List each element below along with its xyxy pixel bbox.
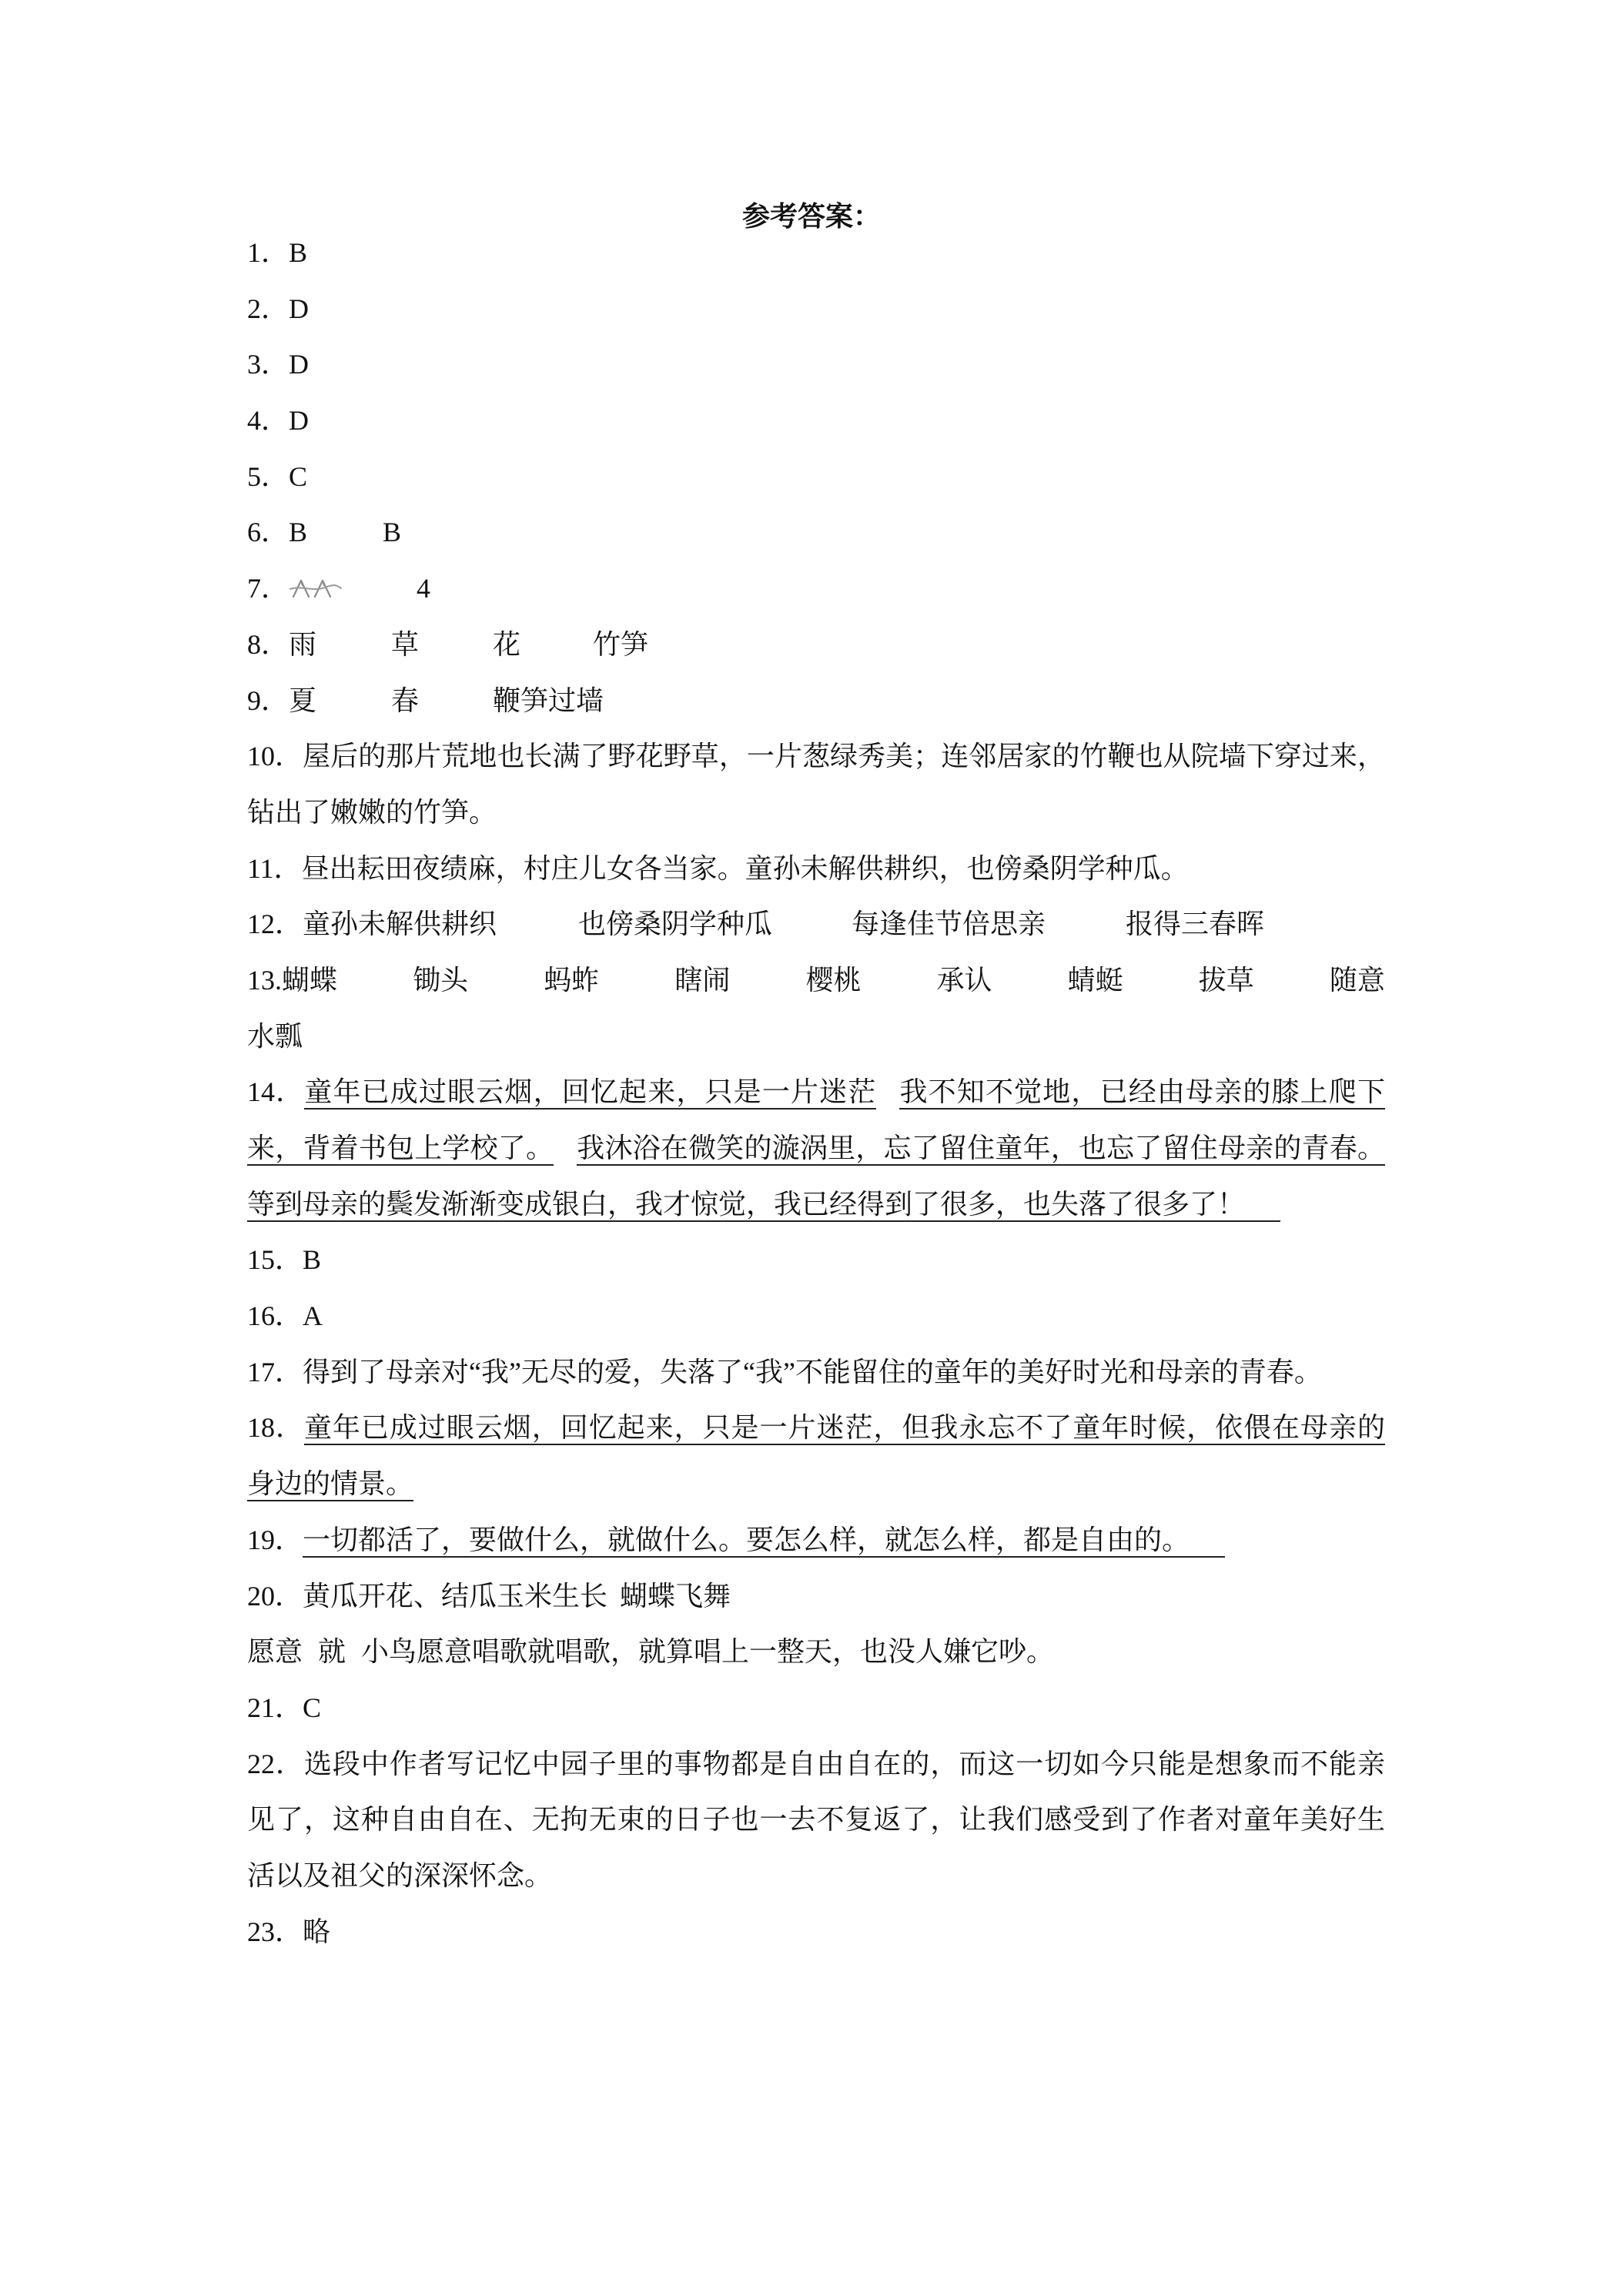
answer-text: 就 [318,1636,346,1668]
answer-text: 水瓢 [247,1020,303,1052]
answer-text: B [289,517,308,548]
answer-text: D [289,405,310,437]
answer-text: 夏 [289,684,317,716]
answer-item-14-continued [247,1120,1385,1176]
answer-item-5 [247,449,1385,505]
answer-text: B [383,517,402,548]
underlined-answer-text: 我不知不觉地，已经由母亲的膝上爬下 [899,1076,1385,1110]
answer-number: 2． [247,293,289,324]
answer-number: 9． [247,684,289,716]
answer-text: 黄瓜开花、结瓜玉米生长 [303,1580,608,1612]
page-title: 参考答案： [741,201,881,232]
answer-text: 也傍桑阴学种瓜 [578,909,773,940]
answer-item-3 [247,336,1385,393]
answer-text: 随意 [1329,964,1385,996]
answer-item-8 [247,617,1385,673]
answer-col-1 [247,896,497,952]
answer-number: 16． [247,1300,303,1332]
underlined-answer-text: 童年已成过眼云烟，回忆起来，只是一片迷茫 [304,1076,876,1110]
answer-item-4 [247,393,1385,449]
answer-text: 樱桃 [805,964,862,996]
answer-text: 屋后的那片荒地也长满了野花野草，一片葱绿秀美；连邻居家的竹鞭也从院墙下穿过来， [303,741,1385,772]
answer-text: D [289,349,310,380]
answer-text: 鞭笋过墙 [493,684,604,716]
underlined-answer-text: 身边的情景。 [247,1468,413,1501]
answer-item-2 [247,281,1385,337]
answer-number: 12． [247,909,303,940]
answer-text: C [289,460,308,492]
answer-text: 昼出耘田夜绩麻，村庄儿女各当家。童孙未解供耕织，也傍桑阴学种瓜。 [301,852,1189,884]
answer-number: 23． [247,1916,303,1947]
answer-text: 蜻蜓 [1067,964,1123,996]
answer-item-16 [247,1288,1385,1344]
answer-number: 8． [247,628,289,660]
answer-item-20-continued [247,1624,1385,1680]
answer-number: 20． [247,1580,303,1612]
answer-number: 3． [247,349,289,380]
answer-item-17 [247,1344,1385,1401]
answer-number: 14． [247,1076,305,1108]
answer-text: C [303,1692,322,1723]
answer-text: 雨 [289,628,317,660]
answer-item-11 [247,841,1385,897]
answer-col-1 [247,617,316,673]
answer-number: 4． [247,405,289,437]
answer-item-1 [247,225,1385,281]
answer-number: 18． [247,1412,304,1444]
answer-text: 选段中作者写记忆中园子里的事物都是自由自在的，而这一切如今只能是想象而不能亲 [303,1748,1385,1779]
answer-text: 得到了母亲对“我”无尽的爱，失落了“我”不能留住的童年的美好时光和母亲的青春。 [303,1356,1322,1387]
answer-number: 6． [247,517,289,548]
answer-text: 春 [391,684,420,716]
answer-item-22-continued [247,1792,1385,1848]
underlined-answer-text: 一切都活了，要做什么，就做什么。要怎么样，就怎么样，都是自由的。 [303,1525,1225,1558]
answer-item-22 [247,1736,1385,1792]
answer-col-1 [247,952,337,1009]
answer-number: 17． [247,1356,303,1387]
answer-number: 13. [247,964,282,996]
answer-text: 花 [493,628,521,660]
answer-text: 承认 [936,964,992,996]
answer-text: 瞎闹 [674,964,731,996]
answer-item-19 [247,1512,1385,1568]
answer-item-13 [247,952,1385,1009]
answer-item-22-continued [247,1848,1385,1904]
answer-item-14 [247,1064,1385,1120]
answer-text: 蝴蝶飞舞 [620,1580,731,1612]
answer-number: 19． [247,1524,303,1555]
answer-text: A [303,1300,323,1332]
answer-text: B [289,237,308,268]
answer-item-18-continued [247,1456,1385,1512]
answer-text: 活以及祖父的深深怀念。 [247,1859,553,1891]
answer-item-18 [247,1400,1385,1456]
answer-number: 5． [247,460,289,492]
answer-text: 童孙未解供耕织 [303,909,497,940]
answer-item-23 [247,1904,1385,1960]
answer-text: 略 [303,1916,331,1947]
underlined-answer-text: 童年已成过眼云烟，回忆起来，只是一片迷茫，但我永忘不了童年时候，依偎在母亲的 [304,1412,1385,1445]
answer-number: 1． [247,237,289,268]
answer-text: 报得三春晖 [1126,909,1265,940]
answer-text: 愿意 [247,1636,303,1668]
answer-item-10-continued [247,785,1385,841]
answer-text: 见了，这种自由自在、无拘无束的日子也一去不复返了，让我们感受到了作者对童年美好生 [247,1804,1385,1836]
answer-col-1 [247,673,316,729]
answer-number: 21． [247,1692,303,1723]
answer-text: 4 [417,573,430,604]
answer-text: 拔草 [1198,964,1254,996]
answer-text: 竹笋 [593,628,649,660]
answer-list [247,225,1385,1960]
answer-text: 小鸟愿意唱歌就唱歌，就算唱上一整天，也没人嫌它吵。 [361,1636,1055,1668]
answer-number: 7． [247,573,289,604]
answer-item-9 [247,673,1385,729]
answer-item-7 [247,561,1385,617]
answer-text: 钻出了嫩嫩的竹笋。 [247,796,497,828]
answer-item-12 [247,896,1385,952]
answer-text: 蚂蚱 [544,964,600,996]
answer-col-1 [247,504,307,561]
answer-item-10 [247,728,1385,785]
answer-text: 草 [391,628,420,660]
answer-item-14-continued [247,1176,1385,1233]
answer-text: B [303,1244,322,1276]
answer-number: 22． [247,1748,304,1779]
answer-number: 10． [247,741,303,772]
answer-item-13-continued [247,1009,1385,1065]
answer-text: 锄头 [413,964,469,996]
underlined-answer-text: 来，背着书包上学校了。 [247,1133,554,1166]
answer-item-6 [247,504,1385,561]
answer-text: 每逢佳节倍思亲 [852,909,1046,940]
underlined-answer-text: 我沐浴在微笑的漩涡里，忘了留住童年，也忘了留住母亲的青春。 [577,1133,1385,1166]
answer-number: 15． [247,1244,303,1276]
answer-item-15 [247,1232,1385,1288]
underlined-answer-text: 等到母亲的鬓发渐渐变成银白，我才惊觉，我已经得到了很多，也失落了很多了！ [247,1189,1280,1222]
crossed-strokes-image [289,576,342,601]
answer-text: D [289,293,310,324]
answer-item-20 [247,1568,1385,1625]
answer-item-21 [247,1680,1385,1736]
answer-number: 11． [247,852,302,884]
answer-text: 蝴蝶 [282,964,338,996]
